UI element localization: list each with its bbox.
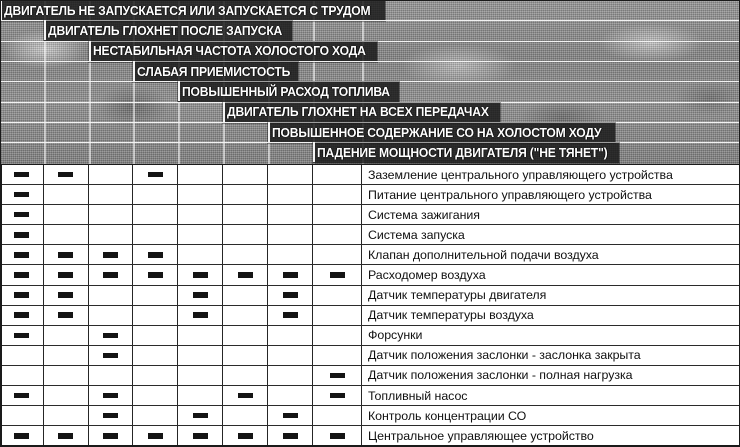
symptom-header-band: [0, 61, 740, 81]
symptom-header-band: [0, 142, 740, 162]
symptom-cell[interactable]: [313, 165, 362, 184]
diagnostic-table-body: [0, 164, 740, 447]
cause-marker: [103, 272, 118, 278]
header-band-start-tick: [89, 41, 91, 61]
symptom-cell[interactable]: [44, 286, 89, 305]
symptom-cell[interactable]: [313, 225, 362, 244]
cause-marker: [103, 413, 118, 419]
component-label: Датчик положения заслонки - полная нагрузка: [368, 368, 633, 383]
symptom-header-label-container: [133, 62, 298, 82]
component-label: Клапан дополнительной подачи воздуха: [368, 247, 599, 262]
symptom-cell[interactable]: [223, 165, 268, 184]
cause-marker: [193, 413, 208, 419]
symptom-header-label-container: [223, 103, 500, 123]
symptom-cell[interactable]: [0, 245, 44, 264]
cause-marker: [193, 292, 208, 298]
cause-marker: [238, 393, 253, 399]
symptom-cell[interactable]: [133, 386, 178, 405]
cause-marker: [238, 433, 253, 439]
symptom-cell[interactable]: [313, 406, 362, 425]
symptom-header-band: [0, 102, 740, 122]
symptom-cell[interactable]: [44, 165, 89, 184]
symptom-header-row: [0, 41, 740, 61]
table-row: [0, 165, 740, 185]
symptom-cell[interactable]: [223, 386, 268, 405]
symptom-cell[interactable]: [44, 346, 89, 365]
cause-marker: [58, 292, 73, 298]
header-band-start-tick: [133, 61, 135, 81]
cause-marker: [14, 252, 29, 258]
symptom-header-row: [0, 142, 740, 162]
symptom-cell[interactable]: [313, 326, 362, 345]
symptom-cell[interactable]: [133, 245, 178, 264]
symptom-cell[interactable]: [133, 306, 178, 325]
symptom-cell[interactable]: [268, 426, 313, 445]
symptom-cell[interactable]: [178, 185, 223, 204]
symptom-cell[interactable]: [89, 286, 134, 305]
symptom-header-label: ПОВЫШЕННОЕ СОДЕРЖАНИЕ СО НА ХОЛОСТОМ ХОДУ: [272, 125, 602, 140]
symptom-cell[interactable]: [0, 225, 44, 244]
symptom-cell[interactable]: [268, 286, 313, 305]
symptom-cell[interactable]: [313, 426, 362, 445]
symptom-cell[interactable]: [133, 165, 178, 184]
symptom-cell[interactable]: [268, 205, 313, 224]
symptom-header-row: [0, 122, 740, 142]
symptom-cell[interactable]: [89, 265, 134, 284]
symptom-cell[interactable]: [313, 185, 362, 204]
symptom-header-label-container: [313, 143, 619, 163]
cause-marker: [58, 172, 73, 178]
symptom-cell[interactable]: [44, 326, 89, 345]
symptom-cell[interactable]: [0, 165, 44, 184]
cause-marker: [193, 433, 208, 439]
symptom-cell[interactable]: [0, 426, 44, 445]
cause-marker: [14, 272, 29, 278]
cause-marker: [330, 272, 345, 278]
symptom-header-label-container: [268, 123, 615, 143]
symptom-header-label: СЛАБАЯ ПРИЕМИСТОСТЬ: [137, 64, 291, 79]
symptom-cell[interactable]: [223, 366, 268, 385]
symptom-cell[interactable]: [44, 366, 89, 385]
symptom-cell[interactable]: [178, 386, 223, 405]
symptom-header-label: ПОВЫШЕННЫЙ РАСХОД ТОПЛИВА: [182, 84, 390, 99]
symptom-cell[interactable]: [178, 245, 223, 264]
symptom-header-label-container: [44, 21, 292, 41]
symptom-header-band: [0, 122, 740, 142]
symptom-cell[interactable]: [268, 165, 313, 184]
cause-marker: [148, 252, 163, 258]
symptom-cell[interactable]: [178, 366, 223, 385]
symptom-cell[interactable]: [89, 306, 134, 325]
symptom-cell[interactable]: [89, 245, 134, 264]
symptom-cell[interactable]: [0, 205, 44, 224]
symptom-cell[interactable]: [223, 306, 268, 325]
symptom-cell[interactable]: [44, 306, 89, 325]
symptom-cell[interactable]: [268, 366, 313, 385]
header-band-start-tick: [178, 81, 180, 101]
symptom-cell[interactable]: [133, 406, 178, 425]
component-label: Датчик температуры воздуха: [368, 308, 534, 323]
component-label: Система зажигания: [368, 207, 480, 222]
symptom-cell[interactable]: [223, 406, 268, 425]
symptom-cell[interactable]: [268, 265, 313, 284]
cause-marker: [330, 373, 345, 379]
symptom-cell[interactable]: [178, 225, 223, 244]
symptom-cell[interactable]: [89, 346, 134, 365]
cause-marker: [238, 272, 253, 278]
symptom-header-area: [0, 0, 740, 164]
component-label: Топливный насос: [368, 388, 468, 403]
symptom-cell[interactable]: [89, 205, 134, 224]
symptom-cell[interactable]: [313, 306, 362, 325]
header-band-start-tick: [44, 20, 46, 40]
symptom-cell[interactable]: [178, 306, 223, 325]
symptom-cell[interactable]: [223, 346, 268, 365]
symptom-header-label-container: [89, 42, 377, 62]
component-label: Форсунки: [368, 328, 423, 343]
symptom-cell[interactable]: [133, 205, 178, 224]
cause-marker: [103, 353, 118, 359]
symptom-cell[interactable]: [178, 346, 223, 365]
table-row: [0, 306, 740, 326]
cause-marker: [58, 272, 73, 278]
cause-marker: [14, 393, 29, 399]
symptom-cell[interactable]: [89, 326, 134, 345]
cause-marker: [193, 312, 208, 318]
table-row: [0, 185, 740, 205]
symptom-cell[interactable]: [313, 205, 362, 224]
symptom-cell[interactable]: [133, 185, 178, 204]
symptom-cell[interactable]: [313, 346, 362, 365]
cause-marker: [193, 272, 208, 278]
symptom-cell[interactable]: [268, 386, 313, 405]
cause-marker: [14, 292, 29, 298]
symptom-cell[interactable]: [268, 326, 313, 345]
symptom-cell[interactable]: [89, 426, 134, 445]
table-left-edge: [0, 164, 2, 447]
symptom-cell[interactable]: [0, 265, 44, 284]
symptom-cell[interactable]: [0, 326, 44, 345]
symptom-cell[interactable]: [0, 286, 44, 305]
symptom-cell[interactable]: [133, 426, 178, 445]
cause-marker: [103, 252, 118, 258]
cause-marker: [283, 413, 298, 419]
table-row: [0, 366, 740, 386]
symptom-cell[interactable]: [44, 386, 89, 405]
table-row: [0, 225, 740, 245]
symptom-cell[interactable]: [223, 205, 268, 224]
symptom-cell[interactable]: [268, 406, 313, 425]
cause-marker: [14, 192, 29, 198]
symptom-cell[interactable]: [133, 326, 178, 345]
symptom-cell[interactable]: [313, 366, 362, 385]
component-label: Датчик положения заслонки - заслонка закрыта: [368, 348, 641, 363]
symptom-cell[interactable]: [268, 185, 313, 204]
symptom-header-band: [0, 41, 740, 61]
symptom-header-label-container: [178, 82, 399, 102]
symptom-header-row: [0, 102, 740, 122]
symptom-cell[interactable]: [268, 346, 313, 365]
symptom-cell[interactable]: [0, 406, 44, 425]
symptom-header-label: НЕСТАБИЛЬНАЯ ЧАСТОТА ХОЛОСТОГО ХОДА: [92, 44, 366, 59]
cause-marker: [14, 312, 29, 318]
symptom-cell[interactable]: [0, 185, 44, 204]
symptom-cell[interactable]: [223, 245, 268, 264]
symptom-cell[interactable]: [44, 406, 89, 425]
cause-marker: [14, 172, 29, 178]
symptom-header-label: ДВИГАТЕЛЬ НЕ ЗАПУСКАЕТСЯ ИЛИ ЗАПУСКАЕТСЯ С ТРУДОМ: [4, 3, 371, 18]
cause-marker: [14, 232, 29, 238]
symptom-cell[interactable]: [268, 306, 313, 325]
symptom-cell[interactable]: [223, 426, 268, 445]
symptom-cell[interactable]: [223, 326, 268, 345]
symptom-cell[interactable]: [178, 406, 223, 425]
symptom-cell[interactable]: [0, 386, 44, 405]
table-row: [0, 265, 740, 285]
symptom-cell[interactable]: [313, 386, 362, 405]
component-label: Расходомер воздуха: [368, 268, 486, 283]
cause-marker: [283, 292, 298, 298]
symptom-cell[interactable]: [89, 185, 134, 204]
symptom-cell[interactable]: [44, 245, 89, 264]
symptom-header-label-container: [0, 1, 385, 21]
symptom-cell[interactable]: [44, 205, 89, 224]
symptom-cell[interactable]: [44, 225, 89, 244]
symptom-cell[interactable]: [268, 245, 313, 264]
cause-marker: [148, 433, 163, 439]
symptom-cell[interactable]: [133, 265, 178, 284]
cause-marker: [330, 433, 345, 439]
table-row: [0, 426, 740, 446]
cause-marker: [14, 212, 29, 218]
symptom-cell[interactable]: [178, 165, 223, 184]
symptom-cell[interactable]: [133, 346, 178, 365]
symptom-cell[interactable]: [44, 426, 89, 445]
symptom-header-band: [0, 20, 740, 40]
symptom-cell[interactable]: [178, 426, 223, 445]
header-band-start-tick: [268, 122, 270, 142]
symptom-header-label: ДВИГАТЕЛЬ ГЛОХНЕТ НА ВСЕХ ПЕРЕДАЧАХ: [227, 105, 489, 120]
header-band-start-tick: [313, 142, 315, 162]
symptom-cell[interactable]: [0, 306, 44, 325]
symptom-cell[interactable]: [313, 286, 362, 305]
symptom-cell[interactable]: [133, 286, 178, 305]
cause-marker: [58, 252, 73, 258]
cause-marker: [283, 433, 298, 439]
cause-marker: [148, 272, 163, 278]
symptom-cell[interactable]: [133, 225, 178, 244]
header-band-start-tick: [223, 102, 225, 122]
symptom-cell[interactable]: [223, 265, 268, 284]
symptom-cell[interactable]: [223, 286, 268, 305]
symptom-header-label: ПАДЕНИЕ МОЩНОСТИ ДВИГАТЕЛЯ ("НЕ ТЯНЕТ"): [317, 145, 608, 160]
symptom-cell[interactable]: [89, 165, 134, 184]
cause-marker: [14, 333, 29, 339]
symptom-cell[interactable]: [268, 225, 313, 244]
table-row: [0, 286, 740, 306]
symptom-cell[interactable]: [178, 326, 223, 345]
table-row: [0, 326, 740, 346]
symptom-cell[interactable]: [313, 245, 362, 264]
cause-marker: [103, 333, 118, 339]
table-row: [0, 205, 740, 225]
symptom-header-row: [0, 0, 740, 20]
symptom-header-band: [0, 81, 740, 101]
symptom-cell[interactable]: [178, 205, 223, 224]
symptom-cell[interactable]: [89, 406, 134, 425]
cause-marker: [148, 172, 163, 178]
component-label: Заземление центрального управляющего устройства: [368, 167, 673, 182]
cause-marker: [283, 312, 298, 318]
header-band-start-tick: [0, 0, 2, 20]
cause-marker: [14, 433, 29, 439]
symptom-cell[interactable]: [313, 265, 362, 284]
symptom-cell[interactable]: [133, 366, 178, 385]
symptom-cell[interactable]: [178, 265, 223, 284]
cause-marker: [103, 393, 118, 399]
table-row: [0, 406, 740, 426]
cause-marker: [103, 433, 118, 439]
symptom-cell[interactable]: [89, 386, 134, 405]
symptom-cell[interactable]: [0, 346, 44, 365]
symptom-header-row: [0, 81, 740, 101]
table-row: [0, 245, 740, 265]
symptom-header-row: [0, 61, 740, 81]
table-row: [0, 386, 740, 406]
cause-marker: [58, 312, 73, 318]
component-label: Питание центрального управляющего устройства: [368, 187, 652, 202]
cause-marker: [330, 393, 345, 399]
symptom-cell[interactable]: [44, 265, 89, 284]
symptom-cell[interactable]: [44, 185, 89, 204]
symptom-header-band: [0, 0, 740, 20]
symptom-cell[interactable]: [223, 225, 268, 244]
symptom-cell[interactable]: [178, 286, 223, 305]
cause-marker: [58, 433, 73, 439]
component-label: Центральное управляющее устройство: [368, 428, 594, 443]
component-label: Система запуска: [368, 227, 465, 242]
symptom-cell[interactable]: [0, 366, 44, 385]
cause-marker: [283, 272, 298, 278]
symptom-header-row: [0, 20, 740, 40]
symptom-header-label: ДВИГАТЕЛЬ ГЛОХНЕТ ПОСЛЕ ЗАПУСКА: [47, 24, 282, 39]
symptom-cell[interactable]: [89, 366, 134, 385]
component-label: Датчик температуры двигателя: [368, 288, 547, 303]
table-row: [0, 346, 740, 366]
symptom-cell[interactable]: [223, 185, 268, 204]
component-label: Контроль концентрации СО: [368, 408, 527, 423]
symptom-cell[interactable]: [89, 225, 134, 244]
